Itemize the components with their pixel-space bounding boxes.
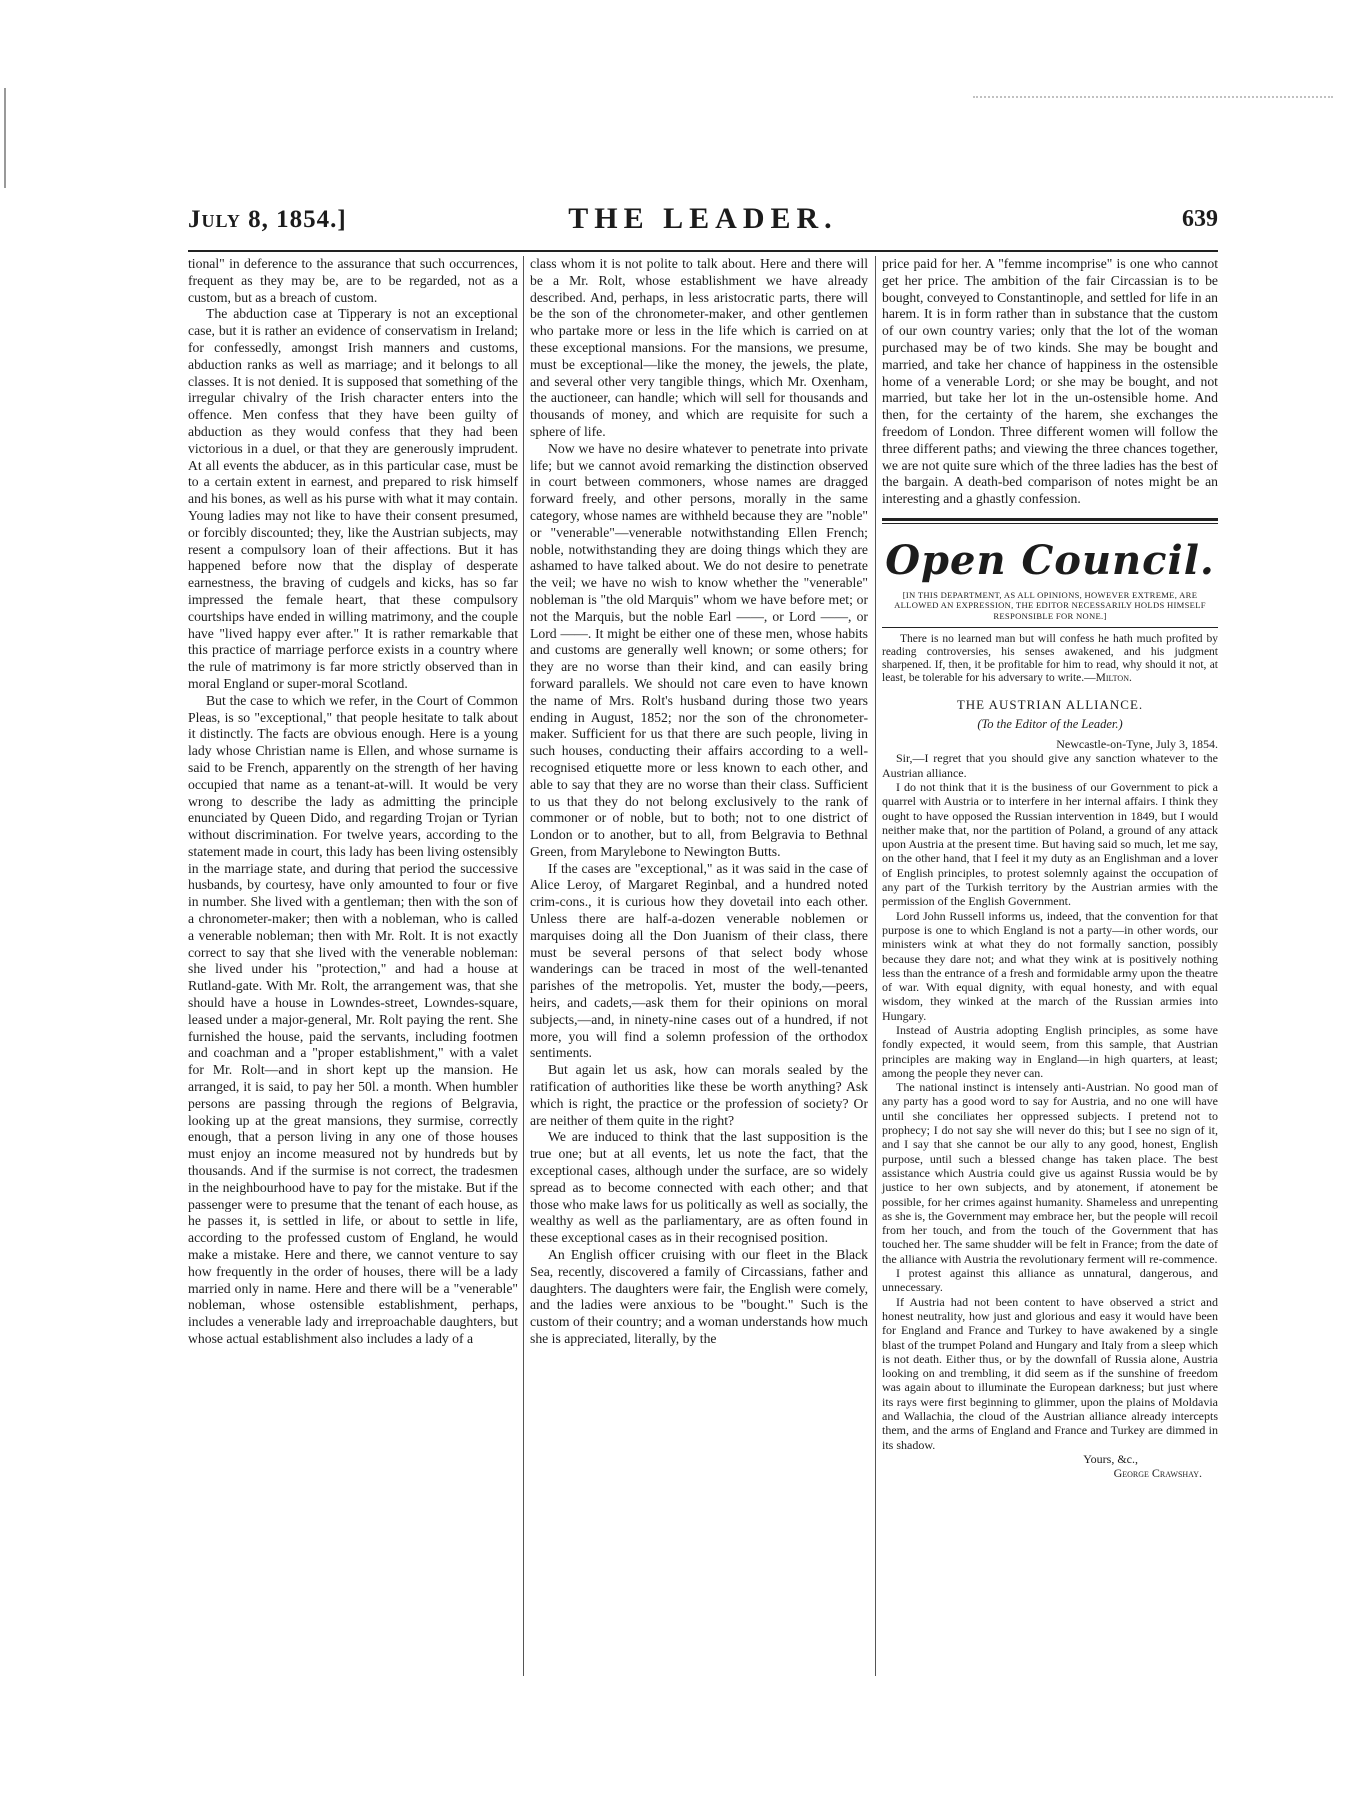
divider xyxy=(882,627,1218,628)
article-column-1 xyxy=(188,256,518,1676)
article-column-3 xyxy=(882,256,1218,1696)
paragraph: Now we have no desire whatever to penetrate into private life; but we cannot avoid remarking the distinction observed in court between commoners, whose names are dragged forward freely, and other persons, morally in the same category, whose names are withheld because they are "noble" or "venerable"—venerable notwithstanding Ellen French; noble, notwithstanding they are doing things which they are ashamed to have talked about. We do not desire to penetrate the veil; we have no wish to know whether the "venerable" nobleman is "the old Marquis" whom we have before met; or not the Marquis, but the noble Earl ——, or Lord ——, or Lord ——. It might be either one of these men, whose habits and customs are generally well known; or some others; for they are no worse than their kind, and can easily bring forward parallels. We should not care even to have known the name of Mrs. Rolt's husband during those two years ending in August, 1852; nor the son of the chronometer-maker. Sufficient for us that there are such people, living in such houses, conducting their affairs according to a well-recognised etiquette more or less known to each other, and able to say that they are no worse than their class. Sufficient to us that they do not belong exclusively to the rank of commoner or of noble, but to both; not to one district of London or to another, but to all, from Belgravia to Bethnal Green, from Marylebone to Newington Butts. xyxy=(530,440,868,859)
paragraph: But the case to which we refer, in the Court of Common Pleas, is so "exceptional," that people hesitate to talk about it distinctly. The facts are obvious enough. Here is a young lady whose Christian name is Ellen, and whose surname is said to be French, apparently on the strength of her having occupied that name as a tenant-at-will. It would be very wrong to describe the lady as admitting the principle enunciated by Queen Dido, and regarding Trojan or Tyrian without discrimination. For twelve years, according to the statement made in court, this lady has been living ostensibly in the marriage state, and during that period the successive husbands, by courtesy, have only amounted to four or five in number. She lived with a gentleman; then with the son of a chronometer-maker; then with a nobleman, who is called a venerable nobleman; then with Mr. Rolt. It is not exactly correct to say that she lived with the venerable nobleman: she lived under his "protection," and had a house at Rutland-gate. With Mr. Rolt, the arrangement was, that she should have a house in Lowndes-street, Lowndes-square, leased under a major-general, Mr. Rolt paying the rent. She furnished the house, paid the servants, including footmen and coachman and a "proper establishment," with a valet for Mr. Rolt—and in short kept up the mansion. He arranged, it is said, to pay her 50l. a month. When humbler persons are passing through the regions of Belgravia, looking up at the great mansions, they surmise, correctly enough, that a person living in any one of those houses must enjoy an income measured not by hundreds but by thousands. And if the surmise is not correct, the tradesmen in the neighbourhood have to pay for the mistake. But if the passenger were to presume that the tenant of each house, as he passes it, is settled in life, or about to settle in life, according to the professed custom of England, he would make a mistake. Here and there, we cannot venture to say how frequently in the order of houses, there will be a lady married only in name. Here and there will be a "venerable" nobleman, whose ostensible establishment, perhaps, includes a venerable lady and irreproachable daughters, but whose actual establishment also includes a lady of a xyxy=(188,692,518,1346)
newspaper-title: THE LEADER. xyxy=(568,202,838,235)
header-rule xyxy=(188,250,1218,252)
paragraph: We are induced to think that the last supposition is the true one; but at all events, let us note the fact, that the exceptional cases, although under the surface, are so widely spread as to become connected with each other; and that those who make laws for us politically as well as socially, the wealthy as well as the parliamentary, are as often found in these exceptional cases as in their recognised position. xyxy=(530,1129,868,1246)
editorial-disclaimer: [IN THIS DEPARTMENT, AS ALL OPINIONS, HOWEVER EXTREME, ARE ALLOWED AN EXPRESSION, THE EDITOR NECESSARILY HOLDS HIMSELF RESPONSIBLE FOR NONE.] xyxy=(894,589,1206,621)
section-title: Open Council. xyxy=(885,536,1215,584)
epigraph-author: Milton. xyxy=(1095,672,1132,685)
paragraph: price paid for her. A "femme incomprise" is one who cannot get her price. The ambition of the fair Circassian is to be bought, conveyed to Constantinople, and settled for life in an harem. It is in form rather than in substance that the custom of our own country varies; only that the lot of the woman purchased may be of two kinds. She may be bought and married, and take her chance of happiness in the ostensible home of a venerable Lord; or she may be bought, and not married, but take her lot in the un-ostensible home. And then, for the certainty of the harem, she exchanges the freedom of London. Three different women will follow the three different paths; and viewing the three chances together, we are not quite sure which of the three ladies has the best of the bargain. A death-bed comparison of notes might be an interesting and a ghastly confession. xyxy=(882,256,1218,507)
letter-closing: Yours, &c., xyxy=(1083,1451,1138,1466)
letter-paragraph: The national instinct is intensely anti-Austrian. No good man of any party has a good word to say for Austria, and no one will have until she conciliates her oppressed subjects. I pretend not to prophecy; I do not say she will never do this; but I see no sign of it, and I say that she cannot be our ally to any good, honest, English purpose, until such a blessed change has taken place. The best assistance which Austria could give us against Russia would be by justice to her own subjects, and by atonement, if atonement be possible, for her crimes against humanity. Shameless and unrepenting as she is, the Government may embrace her, but the people will recoil from her touch, and from the touch of the Government that has touched her. The same shudder will be felt in France; from the date of the alliance with Austria the revolutionary ferment will re-commence. xyxy=(882,1080,1218,1266)
letter-signature: George Crawshay. xyxy=(1113,1466,1202,1481)
letter-paragraph: Lord John Russell informs us, indeed, that the convention for that purpose is one to which England is not a party—in other words, our ministers wink at what they do not formally sanction, possibly because they dare not; and what they wink at is positively nothing less than the entrance of a fresh and formidable army upon the theatre of war. With equal dignity, with equal honesty, and with equal wisdom, they winked at the march of the Russian armies into Hungary. xyxy=(882,908,1218,1023)
column-divider xyxy=(875,256,876,1676)
letter-place-date: Newcastle-on-Tyne, July 3, 1854. xyxy=(1056,737,1218,752)
article-column-2 xyxy=(530,256,868,1676)
epigraph-text: There is no learned man but will confess he hath much profited by reading controversies, his senses awakened, and his judgment sharpened. If, then, it be profitable for him to read, why should it not, at least, be tolerable for his adversary to write.— xyxy=(882,633,1218,685)
page-number: 639 xyxy=(1182,206,1218,232)
letter-paragraph: Sir,—I regret that you should give any sanction whatever to the Austrian alliance. xyxy=(882,751,1218,780)
issue-date: July 8, 1854.] xyxy=(188,206,347,233)
letter-paragraph: If Austria had not been content to have observed a strict and honest neutrality, how just and glorious and easy it would have been for England and France and Turkey to have awakened by a single blast of the trumpet Poland and Hungary and Italy from a sleep which is not death. Either thus, or by the downfall of Russia alone, Austria looking on and trembling, it did seem as if the sunshine of freedom was again about to illuminate the European darkness; but just where its rays were first beginning to glimmer, upon the plains of Moldavia and Wallachia, the cloud of the Austrian alliance already intercepts them, and the arms of England and France and Turkey are dimmed in its shadow. xyxy=(882,1294,1218,1452)
letter-paragraph: Instead of Austria adopting English principles, as some have fondly expected, it would seem, from this sample, that Austrian principles are making way in England—in high quarters, at least; among the people they never can. xyxy=(882,1022,1218,1080)
paragraph: tional" in deference to the assurance that such occurrences, frequent as they may be, are to be regarded, not as a custom, but as a breach of custom. xyxy=(188,256,518,305)
letter-paragraph: I protest against this alliance as unnatural, dangerous, and unnecessary. xyxy=(882,1266,1218,1295)
paragraph: class whom it is not polite to talk about. Here and there will be a Mr. Rolt, whose establishment we have already described. And, perhaps, in less aristocratic parts, there will be the son of the chronometer-maker, and other gentlemen who partake more or less in the life which is carried on at these exceptional mansions. For the mansions, we presume, must be exceptional—like the money, the jewels, the plate, and several other very tangible things, which Mr. Oxenham, the auctioneer, can handle; which will sell for thousands and thousands of money, and which are requisite for such a sphere of life. xyxy=(530,256,868,439)
epigraph xyxy=(882,633,1218,685)
letter-paragraph: I do not think that it is the business of our Government to pick a quarrel with Austria or to interfere in her internal affairs. I think they ought to have opposed the Russian intervention in 1849, but I would neither make that, nor the partition of Poland, a ground of any attack upon Austria at the present time. But having said so much, let me say, on the other hand, that I feel it my duty as an Englishman and a lover of English principles, to protest solemnly against the occupation of any part of the Turkish territory by the Austrian armies with the permission of the English Government. xyxy=(882,779,1218,909)
paragraph: But again let us ask, how can morals sealed by the ratification of authorities like these be worth anything? Ask which is right, the practice or the profession of society? Or are neither of them quite in the right? xyxy=(530,1062,868,1128)
letter-body xyxy=(882,737,1218,1480)
letter-title: THE AUSTRIAN ALLIANCE. xyxy=(956,697,1144,713)
letter-subtitle: (To the Editor of the Leader.) xyxy=(977,717,1123,732)
scan-bleed-mark xyxy=(973,96,1333,104)
scan-edge-mark xyxy=(4,88,9,188)
paragraph: An English officer cruising with our fleet in the Black Sea, recently, discovered a family of Circassians, father and daughters. The daughters were fair, the English were comely, and the ladies were anxious to be "bought." Such is the custom of their country; and a woman understands how much she is appreciated, literally, by the xyxy=(530,1247,868,1346)
paragraph: If the cases are "exceptional," as it was said in the case of Alice Leroy, of Margaret Reginbal, and a hundred noted crim-cons., it is curious how they dovetail into each other. Unless there are half-a-dozen venerable noblemen or marquises doing all the Don Juanism of their class, there must be several persons of that select body whose wanderings can be traced in most of the well-tenanted parishes of the metropolis. Yet, muster the body,—peers, heirs, and cadets,—ask them for their opinions on moral subjects,—and, in ninety-nine cases out of a hundred, if not more, you will find a solemn profession of the orthodox sentiments. xyxy=(530,860,868,1061)
column-divider xyxy=(523,256,524,1676)
paragraph: The abduction case at Tipperary is not an exceptional case, but it is rather an evidence of conservatism in Ireland; for confessedly, amongst Irish manners and customs, abduction ranks as well as marriage; and it belongs to all classes. It is not denied. It is supposed that something of the irregular chivalry of the Irish character enters into the offence. Men confess that they have been guilty of abduction as they would confess that they had been victorious in a duel, or that they are generously imprudent. At all events the abducer, as in this particular case, must be to a certain extent in earnest, and prepared to risk himself and his bones, as well as his purse with what it may contain. Young ladies may not like to have their consent presumed, or forcibly discounted; they, like the Austrian subjects, may resent a compulsory loan of their affections. But it has happened before now that the display of desperate earnestness, the braving of cudgels and kicks, has so far impressed the female heart, that these compulsory courtships have ended in willing matrimony, and the couple have "lived happy ever after." It is rather remarkable that this practice of marriage perforce exists in a country where the rule of matrimony is far more strictly observed than in moral England or super-moral Scotland. xyxy=(188,306,518,691)
section-divider xyxy=(882,518,1218,524)
page-header xyxy=(188,202,1218,244)
